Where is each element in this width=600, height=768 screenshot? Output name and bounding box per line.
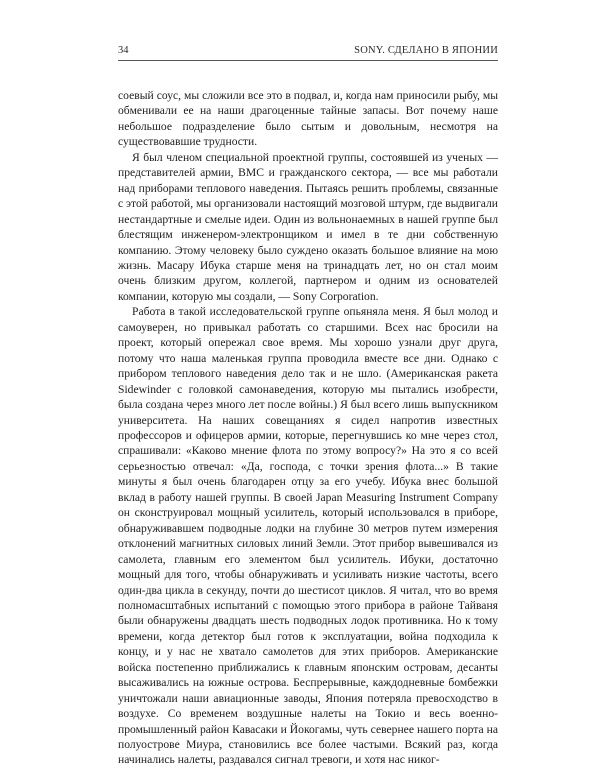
page-number: 34: [118, 45, 129, 56]
paragraph-2: Я был членом специальной проектной группы, состоявшей из ученых — представителей армии, ВМС и гражданского сектора, — все мы работали над приборами теплового наведения. Пытаясь решить проблемы, связанные с этой работой, мы организовали настоящий мозговой штурм, где выдвигали нестандартные и смелые идеи. Один из вольнонаемных в нашей группе был блестящим инженером-электронщиком и имел в те дни собственную компанию. Этому человеку было суждено оказать большое влияние на мою жизнь. Масару Ибука старше меня на тринадцать лет, но он стал моим очень близким другом, коллегой, партнером и одним из основателей компании, которую мы создали, — Sony Corporation.: [118, 150, 498, 303]
paragraph-1: соевый соус, мы сложили все это в подвал, и, когда нам приносили рыбу, мы обменивали ее на наши драгоценные тайные запасы. Вот почему наше небольшое подразделение было сытым и довольным, несмотря на существовавшие трудности.: [118, 89, 498, 149]
header-divider: [118, 60, 498, 61]
running-title: SONY. СДЕЛАНО В ЯПОНИИ: [354, 45, 498, 56]
body-text: [118, 88, 498, 768]
paragraph-3: Работа в такой исследовательской группе опьяняла меня. Я был молод и самоуверен, но привыкал работать со старшими. Всех нас бросили на проект, который опережал свое время. Мы хорошо узнали друг друга, потому что наша маленькая группа проводила вместе все дни. Однако с прибором теплового наведения дело так и не шло. (Американская ракета Sidewinder с головкой самонаведения, которую мы пытались изобрести, была создана через много лет после войны.) Я был всего лишь выпускником университета. На наших совещаниях я сидел напротив известных профессоров и офицеров армии, которые, перегнувшись ко мне через стол, спрашивали: «Каково мнение флота по этому вопросу?» На это я со всей серьезностью отвечал: «Да, господа, с точки зрения флота...» В такие минуты я был очень благодарен отцу за его учебу. Ибука внес большой вклад в работу нашей группы. В своей Japan Measuring Instrument Company он сконструировал мощный усилитель, который использовался в приборе, обнаруживавшем подводные лодки на глубине 30 метров путем измерения отклонений магнитных силовых линий Земли. Этот прибор вывешивался из самолета, главным его элементом был усилитель. Ибуки, достаточно мощный для того, чтобы обнаруживать и усиливать низкие частоты, всего один-два цикла в секунду, почти до шестисот циклов. Я читал, что во время полномасштабных испытаний с помощью этого прибора в районе Тайваня были обнаружены двадцать шесть подводных лодок противника. Но к тому времени, когда детектор был готов к эксплуатации, война подходила к концу, и у нас не хватало самолетов для этих приборов. Американские войска постепенно приближались к главным японским островам, десанты высаживались на южные острова. Беспрерывные, каждодневные бомбежки уничтожали наши авиационные заводы, Япония потеряла превосходство в воздухе. Со временем воздушные налеты на Токио и весь военно-промышленный район Кавасаки и Йокогамы, чуть севернее нашего порта на полуострове Миура, становились все более частыми. Всякий раз, когда начинались налеты, раздавался сигнал тревоги, и хотя нас никог-: [118, 305, 498, 767]
